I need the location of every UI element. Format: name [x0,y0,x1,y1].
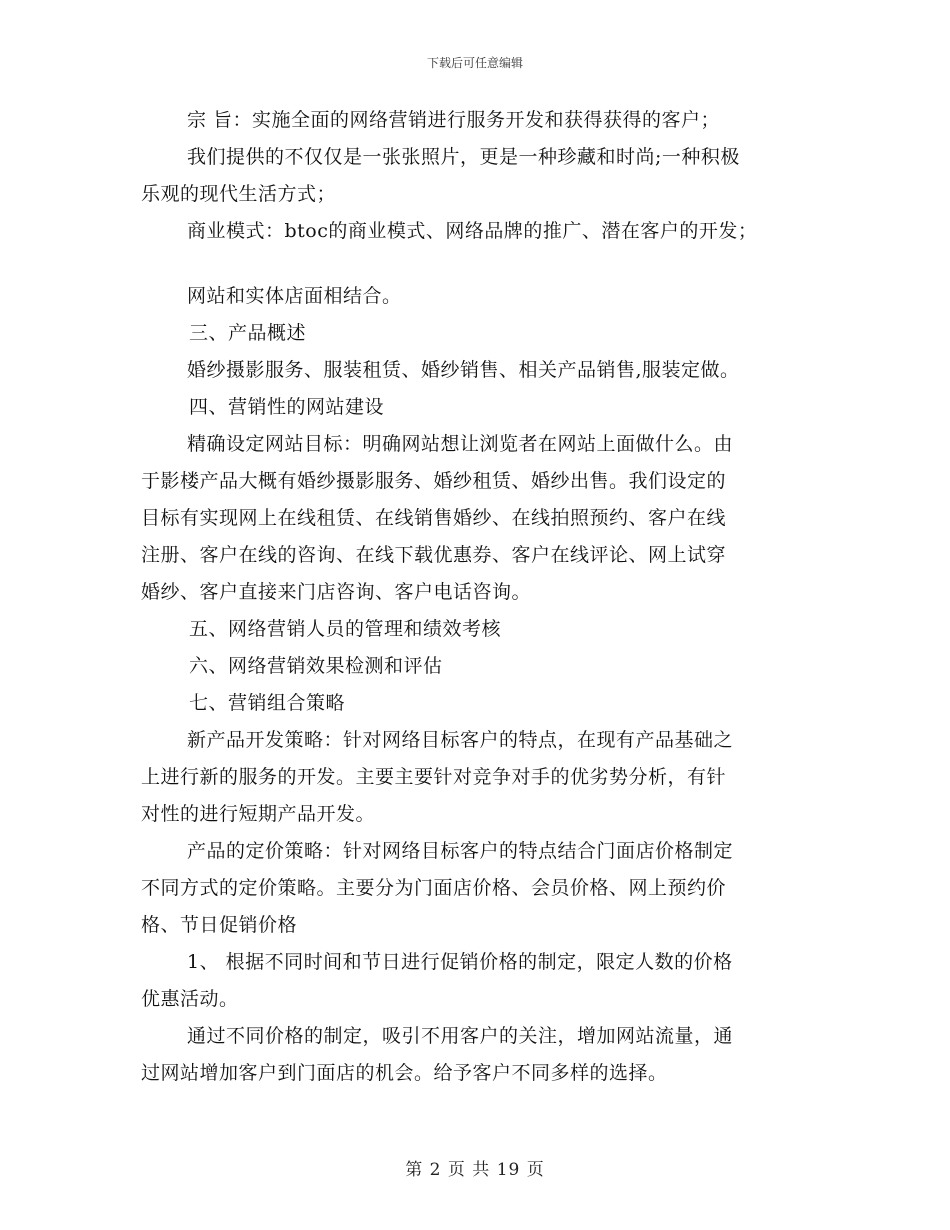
paragraph-line: 通过不同价格的制定，吸引不用客户的关注，增加网站流量，通 [187,1025,734,1047]
paragraph-line: 过网站增加客户到门面店的机会。给予客户不同多样的选择。 [141,1062,668,1084]
paragraph-line: 我们提供的不仅仅是一张张照片，更是一种珍藏和时尚;一种积极 [187,146,740,168]
paragraph-line-business-model: 商业模式：btoc的商业模式、网络品牌的推广、潜在客户的开发； [187,220,758,242]
section-heading-effect-evaluation: 六、网络营销效果检测和评估 [189,655,443,677]
paragraph-line: 目标有实现网上在线租赁、在线销售婚纱、在线拍照预约、客户在线 [141,507,727,529]
section-heading-staff-management: 五、网络营销人员的管理和绩效考核 [189,618,502,640]
paragraph-line: 婚纱摄影服务、服装租赁、婚纱销售、相关产品销售,服装定做。 [187,359,740,381]
paragraph-line: 婚纱、客户直接来门店咨询、客户电话咨询。 [141,581,532,603]
paragraph-line: 产品的定价策略：针对网络目标客户的特点结合门面店价格制定 [187,840,734,862]
paragraph-line: 乐观的现代生活方式； [141,183,337,205]
paragraph-line: 注册、客户在线的咨询、在线下载优惠券、客户在线评论、网上试穿 [141,544,727,566]
section-heading-marketing-mix: 七、营销组合策略 [189,692,346,714]
paragraph-line: 上进行新的服务的开发。主要主要针对竞争对手的优劣势分析，有针 [141,766,727,788]
paragraph-line: 对性的进行短期产品开发。 [141,803,376,825]
paragraph-line: 于影楼产品大概有婚纱摄影服务、婚纱租赁、婚纱出售。我们设定的 [141,470,727,492]
numbered-item-1: 1、 根据不同时间和节日进行促销价格的制定，限定人数的价格 [187,951,733,973]
section-heading-product-overview: 三、产品概述 [189,322,307,344]
paragraph-line: 优惠活动。 [141,988,239,1010]
paragraph-line: 精确设定网站目标：明确网站想让浏览者在网站上面做什么。由 [187,433,734,455]
header-note: 下载后可任意编辑 [426,56,523,70]
paragraph-line: 格、节日促销价格 [141,914,298,936]
document-body [141,108,809,1098]
page-number: 第 2 页 共 19 页 [405,1160,545,1180]
paragraph-line-purpose: 宗 旨：实施全面的网络营销进行服务开发和获得获得的客户； [187,109,721,131]
paragraph-line: 网站和实体店面相结合。 [187,285,402,307]
paragraph-line: 不同方式的定价策略。主要分为门面店价格、会员价格、网上预约价 [141,877,727,899]
paragraph-line: 新产品开发策略：针对网络目标客户的特点，在现有产品基础之 [187,729,734,751]
section-heading-website-building: 四、营销性的网站建设 [189,396,385,418]
